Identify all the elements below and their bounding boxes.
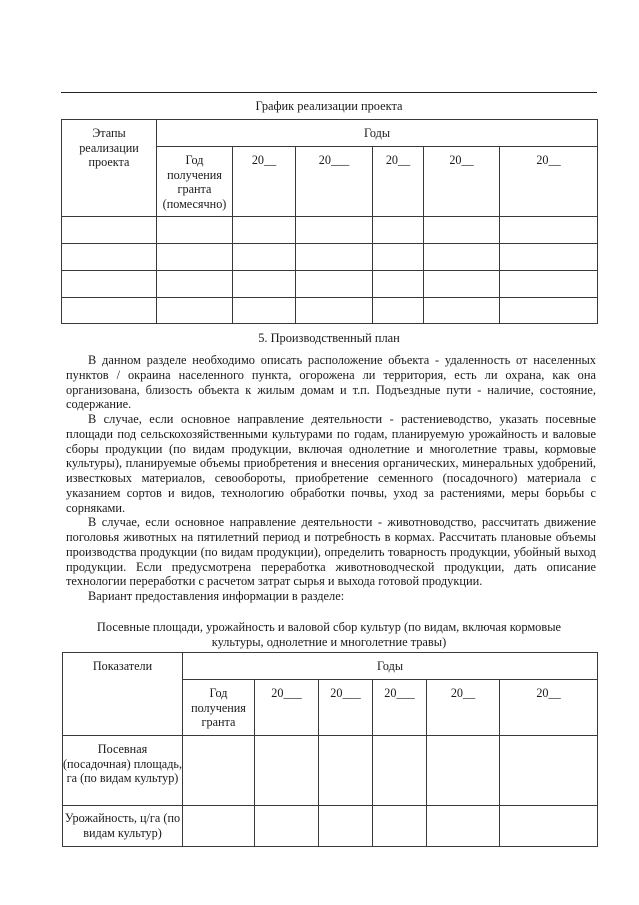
row-label: Урожайность, ц/га (по видам культур) [63,806,183,847]
crops-table-title-line1: Посевные площади, урожайность и валовой сбор культур (по видам, включая кормовые [96,620,562,634]
table-row [62,217,598,244]
table-cell [373,298,424,324]
indicators-header-label: Показатели [92,659,153,673]
table-cell [373,736,427,806]
table-cell [319,806,373,847]
years-header-label: Годы [363,125,391,140]
paragraph-location: В данном разделе необходимо описать расположение объекта - удаленность от населенных пунктов / окраина населенного пункта, огорожена ли территория, есть ли охрана, как она организована, близость объекта к жилым домам и т.п. Подъездные пути - наличие, состояние, содержание. [66,353,596,412]
table-cell [296,244,373,271]
table-cell [500,736,598,806]
years-header-cell [157,120,598,147]
table-cell [183,736,255,806]
crops-table-title-line2: культуры, однолетние и многолетние травы) [211,635,447,649]
table-cell [183,806,255,847]
table-cell [233,271,296,298]
paragraph-crop-production: В случае, если основное направление деятельности - растениеводство, указать посевные площади под сельскохозяйственными культурами по годам, планируемую урожайность и валовые сборы продукции (по видам продукции, включая однолетние и многолетние травы, кормовые культуры), планируемые объемы приобретения и внесения органических, минеральных удобрений, известковых материалов, севообороты, приобретение семенного (посадочного) материала с указанием сортов и видов, технологию обработки почвы, уход за растениями, меры борьбы с сорняками. [66,412,596,515]
year-column-header: 20___ [373,680,427,736]
year-column-header: 20__ [500,147,598,217]
table-cell [373,806,427,847]
table-row [63,806,598,847]
table-cell [157,217,233,244]
paragraph-variant: Вариант предоставления информации в разделе: [88,589,345,603]
table-cell [296,298,373,324]
table-row [62,298,598,324]
table-cell [427,736,500,806]
year-column-header: 20__ [427,680,500,736]
table-cell [319,736,373,806]
table-cell [500,298,598,324]
years-header-cell [183,653,598,680]
table-cell [233,244,296,271]
schedule-table-title: График реализации проекта [255,99,403,113]
table-cell [500,244,598,271]
page-top-rule [61,92,597,93]
table-cell [157,298,233,324]
table-cell [424,244,500,271]
table-cell [424,217,500,244]
years-header-label: Годы [376,658,404,673]
year-column-header: 20___ [255,680,319,736]
table-cell [500,271,598,298]
row-label: Посевная (посадочная) площадь, га (по видам культур) [63,736,183,806]
table-cell [62,298,157,324]
table-cell [157,271,233,298]
paragraph-livestock: В случае, если основное направление деятельности - животноводство, рассчитать движение поголовья животных на пятилетний период и потребность в кормах. Рассчитать плановые объемы производства продукции (по видам продукции), определить товарность продукции, убойный выход продукции. Если предусмотрена переработка животноводческой продукции, дать описание технологии переработки с расчетом затрат сырья и выхода готовой продукции. [66,515,596,589]
table-cell [424,271,500,298]
table-row [62,271,598,298]
table-cell [233,298,296,324]
stages-header-label: Этапы реализации проекта [79,126,139,170]
table-row [63,736,598,806]
year-column-header: 20__ [233,147,296,217]
stages-header-cell [62,120,157,217]
indicators-header-cell [63,653,183,736]
table-cell [373,271,424,298]
table-row [62,244,598,271]
table-cell [255,806,319,847]
section-title: 5. Производственный план [258,331,400,345]
table-cell [500,217,598,244]
section-body [66,353,596,604]
table-cell [62,217,157,244]
year-column-header: 20___ [296,147,373,217]
year-column-header: 20__ [424,147,500,217]
table-cell [296,217,373,244]
year-column-header: Год получения гранта [183,680,255,736]
table-cell [157,244,233,271]
table-cell [373,217,424,244]
table-cell [373,244,424,271]
table-cell [255,736,319,806]
year-column-header: 20__ [373,147,424,217]
table-cell [427,806,500,847]
table-cell [296,271,373,298]
year-column-header: Год получения гранта (помесячно) [157,147,233,217]
year-column-header: 20__ [500,680,598,736]
year-column-header: 20___ [319,680,373,736]
schedule-table [61,119,598,324]
crops-table [62,652,598,847]
table-cell [233,217,296,244]
table-cell [424,298,500,324]
table-cell [62,244,157,271]
table-cell [62,271,157,298]
table-cell [500,806,598,847]
